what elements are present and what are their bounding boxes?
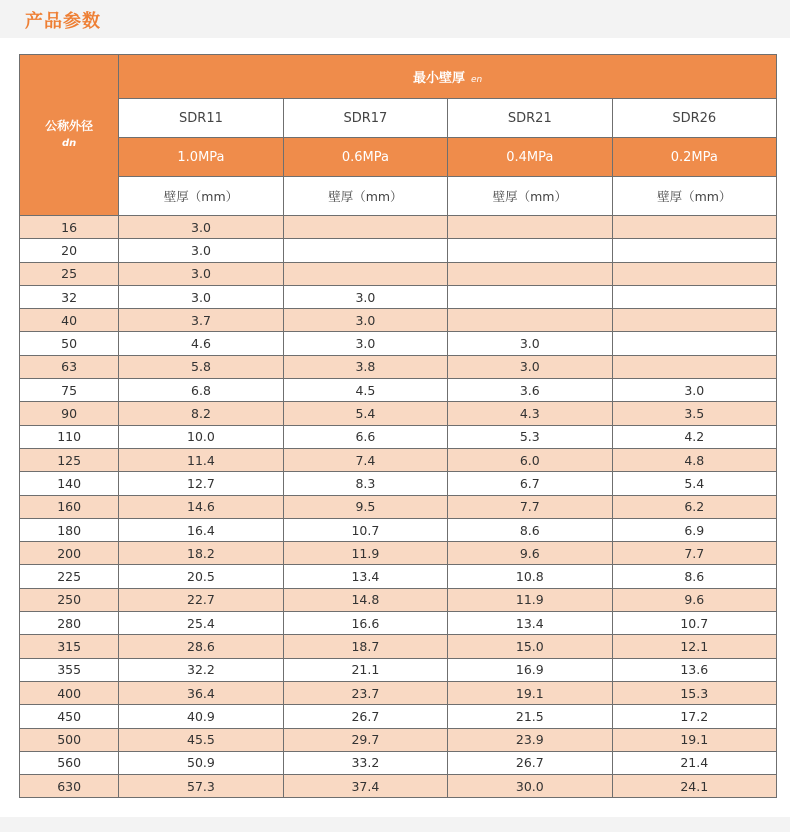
- table-row: [20, 355, 777, 378]
- en-symbol: en: [471, 75, 483, 85]
- table-row: [20, 705, 777, 728]
- dn-cell: 50: [20, 332, 119, 355]
- spec-panel: [0, 38, 790, 817]
- wall-cell: 26.7: [283, 705, 447, 728]
- wall-cell: 32.2: [119, 658, 283, 681]
- table-row: [20, 728, 777, 751]
- wall-cell: 8.3: [283, 472, 447, 495]
- wall-cell: 12.1: [612, 635, 776, 658]
- unit-header-cell: 壁厚（mm）: [119, 177, 283, 216]
- spec-table-body: [20, 216, 777, 798]
- wall-cell: 3.0: [283, 332, 447, 355]
- wall-cell: 30.0: [448, 775, 612, 798]
- dn-cell: 250: [20, 588, 119, 611]
- wall-cell: [283, 239, 447, 262]
- dn-cell: 40: [20, 309, 119, 332]
- table-row: [20, 216, 777, 239]
- wall-cell: 7.7: [448, 495, 612, 518]
- wall-cell: 23.7: [283, 681, 447, 704]
- wall-cell: [448, 262, 612, 285]
- min-wall-header-label: 最小壁厚: [412, 71, 465, 86]
- table-row: [20, 775, 777, 798]
- table-row: [20, 635, 777, 658]
- wall-cell: 12.7: [119, 472, 283, 495]
- wall-cell: 16.4: [119, 518, 283, 541]
- dn-cell: 20: [20, 239, 119, 262]
- wall-cell: 4.3: [448, 402, 612, 425]
- min-wall-header-cell: [119, 55, 777, 99]
- wall-cell: 4.2: [612, 425, 776, 448]
- dn-cell: 400: [20, 681, 119, 704]
- wall-cell: 7.4: [283, 448, 447, 471]
- wall-cell: 4.6: [119, 332, 283, 355]
- wall-cell: 37.4: [283, 775, 447, 798]
- wall-cell: 4.8: [612, 448, 776, 471]
- wall-cell: 3.5: [612, 402, 776, 425]
- section-title: 产品参数: [25, 11, 101, 32]
- table-row: [20, 658, 777, 681]
- unit-header-cell: 壁厚（mm）: [612, 177, 776, 216]
- wall-cell: 8.6: [448, 518, 612, 541]
- wall-cell: 10.8: [448, 565, 612, 588]
- dn-cell: 25: [20, 262, 119, 285]
- dn-cell: 315: [20, 635, 119, 658]
- wall-cell: 3.6: [448, 379, 612, 402]
- wall-cell: 13.6: [612, 658, 776, 681]
- section-header: [0, 0, 790, 40]
- wall-cell: 17.2: [612, 705, 776, 728]
- bottom-strip: [0, 817, 790, 832]
- pressure-header-cell: 0.2MPa: [612, 138, 776, 177]
- dn-cell: 110: [20, 425, 119, 448]
- table-row: [20, 239, 777, 262]
- wall-cell: 4.5: [283, 379, 447, 402]
- dn-cell: 125: [20, 448, 119, 471]
- wall-cell: [283, 262, 447, 285]
- wall-cell: 16.9: [448, 658, 612, 681]
- wall-cell: 21.4: [612, 751, 776, 774]
- wall-cell: 8.2: [119, 402, 283, 425]
- table-row: [20, 542, 777, 565]
- wall-cell: 22.7: [119, 588, 283, 611]
- wall-cell: 6.0: [448, 448, 612, 471]
- table-row: [20, 332, 777, 355]
- wall-cell: 6.6: [283, 425, 447, 448]
- wall-cell: 8.6: [612, 565, 776, 588]
- wall-cell: 9.6: [612, 588, 776, 611]
- dn-header-cell: [20, 55, 119, 216]
- wall-cell: 10.7: [283, 518, 447, 541]
- wall-cell: [448, 309, 612, 332]
- wall-cell: 11.9: [448, 588, 612, 611]
- wall-cell: 57.3: [119, 775, 283, 798]
- wall-cell: 3.0: [119, 262, 283, 285]
- table-row: [20, 425, 777, 448]
- dn-cell: 63: [20, 355, 119, 378]
- wall-cell: [612, 309, 776, 332]
- wall-cell: 24.1: [612, 775, 776, 798]
- wall-cell: 14.8: [283, 588, 447, 611]
- table-row: [20, 285, 777, 308]
- table-row: [20, 309, 777, 332]
- wall-cell: 13.4: [283, 565, 447, 588]
- wall-cell: 26.7: [448, 751, 612, 774]
- table-row: [20, 565, 777, 588]
- dn-cell: 140: [20, 472, 119, 495]
- unit-header-cell: 壁厚（mm）: [448, 177, 612, 216]
- wall-cell: 21.5: [448, 705, 612, 728]
- wall-cell: [448, 216, 612, 239]
- wall-cell: 6.9: [612, 518, 776, 541]
- wall-cell: 13.4: [448, 612, 612, 635]
- dn-cell: 225: [20, 565, 119, 588]
- table-row: [20, 379, 777, 402]
- pressure-header-cell: 0.6MPa: [283, 138, 447, 177]
- wall-cell: [448, 239, 612, 262]
- table-row: [20, 681, 777, 704]
- wall-cell: 10.7: [612, 612, 776, 635]
- dn-cell: 180: [20, 518, 119, 541]
- table-row: [20, 751, 777, 774]
- sdr-header-cell: SDR26: [612, 99, 776, 138]
- wall-cell: 3.0: [119, 285, 283, 308]
- wall-cell: 50.9: [119, 751, 283, 774]
- table-row: [20, 588, 777, 611]
- wall-cell: 15.0: [448, 635, 612, 658]
- wall-cell: 5.3: [448, 425, 612, 448]
- wall-cell: [612, 216, 776, 239]
- wall-cell: 3.7: [119, 309, 283, 332]
- wall-cell: [612, 285, 776, 308]
- wall-cell: 45.5: [119, 728, 283, 751]
- wall-cell: [283, 216, 447, 239]
- wall-cell: 18.7: [283, 635, 447, 658]
- wall-cell: 3.0: [448, 332, 612, 355]
- sdr-header-cell: SDR21: [448, 99, 612, 138]
- wall-cell: 40.9: [119, 705, 283, 728]
- pressure-header-cell: 0.4MPa: [448, 138, 612, 177]
- wall-cell: 6.8: [119, 379, 283, 402]
- wall-cell: 11.9: [283, 542, 447, 565]
- wall-cell: 36.4: [119, 681, 283, 704]
- unit-header-cell: 壁厚（mm）: [283, 177, 447, 216]
- table-row: [20, 495, 777, 518]
- dn-cell: 160: [20, 495, 119, 518]
- dn-cell: 200: [20, 542, 119, 565]
- wall-cell: 11.4: [119, 448, 283, 471]
- dn-cell: 90: [20, 402, 119, 425]
- wall-cell: [612, 239, 776, 262]
- wall-cell: 10.0: [119, 425, 283, 448]
- wall-cell: 9.6: [448, 542, 612, 565]
- wall-cell: 23.9: [448, 728, 612, 751]
- wall-cell: [612, 355, 776, 378]
- dn-cell: 75: [20, 379, 119, 402]
- wall-cell: 20.5: [119, 565, 283, 588]
- wall-cell: 14.6: [119, 495, 283, 518]
- dn-cell: 355: [20, 658, 119, 681]
- pressure-header-cell: 1.0MPa: [119, 138, 283, 177]
- wall-cell: 3.0: [612, 379, 776, 402]
- wall-cell: 15.3: [612, 681, 776, 704]
- table-row: [20, 472, 777, 495]
- dn-cell: 280: [20, 612, 119, 635]
- wall-cell: [448, 285, 612, 308]
- table-row: [20, 402, 777, 425]
- wall-cell: 3.8: [283, 355, 447, 378]
- dn-cell: 560: [20, 751, 119, 774]
- table-row: [20, 448, 777, 471]
- dn-cell: 450: [20, 705, 119, 728]
- wall-cell: [612, 262, 776, 285]
- wall-cell: 3.0: [448, 355, 612, 378]
- wall-cell: 5.4: [283, 402, 447, 425]
- wall-cell: 7.7: [612, 542, 776, 565]
- wall-cell: 3.0: [119, 239, 283, 262]
- wall-cell: 19.1: [448, 681, 612, 704]
- dn-cell: 630: [20, 775, 119, 798]
- table-row: [20, 612, 777, 635]
- wall-cell: 28.6: [119, 635, 283, 658]
- sdr-header-cell: SDR17: [283, 99, 447, 138]
- table-row: [20, 518, 777, 541]
- wall-cell: 25.4: [119, 612, 283, 635]
- wall-cell: 21.1: [283, 658, 447, 681]
- wall-cell: 6.7: [448, 472, 612, 495]
- dn-cell: 500: [20, 728, 119, 751]
- wall-cell: 5.4: [612, 472, 776, 495]
- wall-cell: 5.8: [119, 355, 283, 378]
- wall-cell: 3.0: [283, 285, 447, 308]
- wall-cell: 19.1: [612, 728, 776, 751]
- wall-cell: 9.5: [283, 495, 447, 518]
- wall-cell: 16.6: [283, 612, 447, 635]
- wall-cell: 18.2: [119, 542, 283, 565]
- table-row: [20, 262, 777, 285]
- dn-header-label: 公称外径: [45, 119, 94, 133]
- wall-cell: 33.2: [283, 751, 447, 774]
- wall-cell: [612, 332, 776, 355]
- sdr-header-cell: SDR11: [119, 99, 283, 138]
- wall-cell: 29.7: [283, 728, 447, 751]
- dn-symbol: dn: [61, 138, 77, 149]
- wall-cell: 3.0: [119, 216, 283, 239]
- wall-cell: 3.0: [283, 309, 447, 332]
- dn-cell: 16: [20, 216, 119, 239]
- wall-cell: 6.2: [612, 495, 776, 518]
- spec-table: [19, 54, 777, 798]
- dn-cell: 32: [20, 285, 119, 308]
